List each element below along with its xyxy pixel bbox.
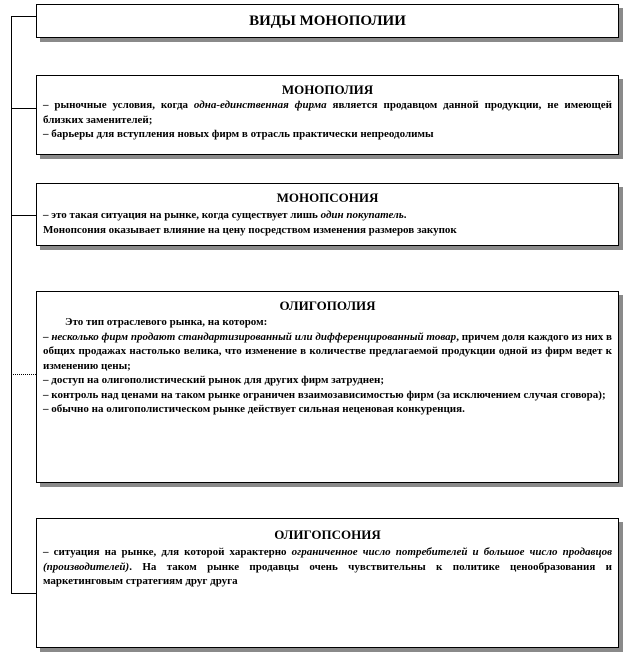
monopsony-title: МОНОПСОНИЯ (276, 190, 379, 205)
header-box (36, 4, 619, 38)
monopoly-box (36, 75, 619, 155)
paragraph (43, 208, 612, 223)
oligopsony-title: ОЛИГОПСОНИЯ (274, 527, 381, 542)
connector-monopsony (11, 215, 36, 216)
paragraph (43, 127, 612, 142)
paragraph (43, 388, 612, 403)
connector-monopoly (11, 108, 36, 109)
connector-vertical (11, 16, 12, 593)
monopoly-title: МОНОПОЛИЯ (281, 82, 374, 97)
body-text: Монопсония оказывает влияние на цену посредством изменения размеров закупок (43, 223, 457, 236)
emphasis-text: одна-единственная фирма (193, 99, 327, 111)
body-text: – это такая ситуация на рынке, когда существует лишь (43, 209, 321, 221)
paragraph (43, 330, 612, 374)
oligopoly-box (36, 291, 619, 483)
connector-oligopsony (11, 593, 36, 594)
oligopsony-text (37, 545, 618, 589)
oligopoly-text (37, 330, 618, 417)
body-text: . На таком рынке продавцы очень чувствительны к политике ценообразования и маркетинговым стратегиям друг друга (43, 560, 612, 587)
body-text: , причем доля каждого из них в общих продажах настолько велика, что изменение в количестве предлагаемой продукции одной из фирм ведет к изменению цены; (43, 330, 612, 372)
paragraph (43, 402, 612, 417)
paragraph (43, 223, 612, 238)
connector-header (11, 16, 36, 17)
emphasis-text: один покупатель (320, 209, 404, 221)
body-text: – ситуация на рынке, для которой характерно (43, 546, 292, 558)
emphasis-text: несколько фирм продают стандартизированный или дифференцированный товар (51, 330, 457, 343)
monopsony-box (36, 183, 619, 246)
paragraph (43, 545, 612, 589)
oligopoly-intro: Это тип отраслевого рынка, на котором: (65, 316, 268, 328)
paragraph (43, 98, 612, 127)
monopsony-text (37, 208, 618, 237)
body-text: – доступ на олигополистический рынок для других фирм затруднен; (43, 374, 384, 386)
monopoly-text (37, 98, 618, 142)
body-text: . (403, 209, 407, 221)
body-text: – барьеры для вступления новых фирм в отрасль практически непреодолимы (43, 128, 434, 140)
connector-oligopoly (11, 374, 36, 375)
paragraph (43, 373, 612, 388)
body-text: – контроль над ценами на таком рынке ограничен взаимозависимостью фирм (за исключением случая сговора); (43, 388, 606, 401)
header-title: ВИДЫ МОНОПОЛИИ (249, 13, 406, 29)
oligopsony-box (36, 518, 619, 648)
body-text: является продавцом данной продукции, не имеющей близких заменителей; (43, 99, 612, 126)
oligopoly-title: ОЛИГОПОЛИЯ (279, 298, 376, 313)
body-text: – обычно на олигополистическом рынке действует сильная неценовая конкуренция. (43, 403, 465, 415)
emphasis-text: ограниченное число потребителей и большое число продавцов (производителей) (43, 546, 612, 573)
body-text: – (43, 330, 52, 343)
body-text: – рыночные условия, когда (43, 99, 194, 111)
